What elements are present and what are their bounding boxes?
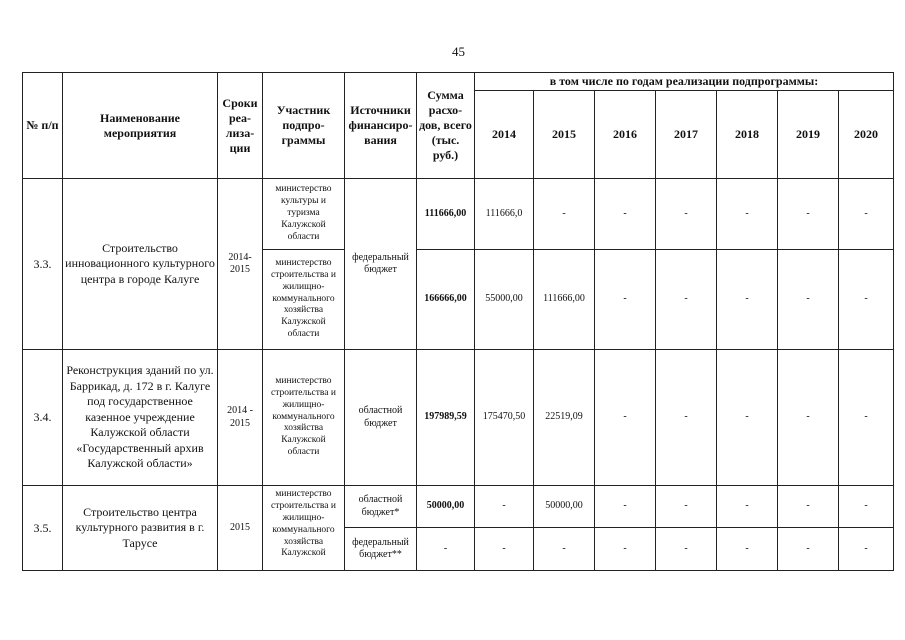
row-year-value: - — [595, 179, 656, 250]
row-period: 2014 - 2015 — [218, 350, 263, 486]
page-number: 45 — [452, 44, 465, 59]
row-year-value: - — [778, 179, 839, 250]
row-year-value: - — [717, 179, 778, 250]
row-participant: министерство строительства и жилищно- коммунального хозяйства Калужской области — [263, 350, 345, 486]
header-period: Сроки реа- лиза- ции — [218, 73, 263, 179]
row-name: Реконструкция зданий по ул. Баррикад, д. 172 в г. Калуге под государственное казенное учреждение Калужской области «Государственный архив Калужской области» — [63, 350, 218, 486]
row-year-value: - — [656, 528, 717, 571]
row-source: областной бюджет — [345, 350, 417, 486]
row-year-value: - — [595, 250, 656, 350]
header-year: 2014 — [475, 91, 534, 179]
row-participant: министерство строительства и жилищно- коммунального хозяйства Калужской — [263, 486, 345, 571]
row-year-value: 22519,09 — [534, 350, 595, 486]
row-year-value: - — [778, 250, 839, 350]
row-year-value: - — [839, 486, 894, 528]
header-num: № п/п — [23, 73, 63, 179]
header-source: Источники финансиро- вания — [345, 73, 417, 179]
row-year-value: - — [839, 528, 894, 571]
row-num: 3.3. — [23, 179, 63, 350]
row-year-value: - — [717, 486, 778, 528]
header-year: 2016 — [595, 91, 656, 179]
program-table — [22, 72, 894, 571]
row-year-value: - — [717, 528, 778, 571]
row-total: 197989,59 — [417, 350, 475, 486]
header-row — [23, 73, 894, 91]
row-year-value: - — [839, 179, 894, 250]
row-year-value: - — [656, 179, 717, 250]
row-total: - — [417, 528, 475, 571]
row-total: 50000,00 — [417, 486, 475, 528]
row-year-value: - — [534, 179, 595, 250]
row-num: 3.4. — [23, 350, 63, 486]
row-year-value: - — [595, 486, 656, 528]
row-year-value: 111666,0 — [475, 179, 534, 250]
table-row — [23, 350, 894, 486]
row-year-value: - — [656, 350, 717, 486]
row-year-value: - — [717, 350, 778, 486]
row-year-value: 55000,00 — [475, 250, 534, 350]
row-source: федеральный бюджет** — [345, 528, 417, 571]
header-years-group: в том числе по годам реализации подпрограммы: — [475, 73, 894, 91]
row-year-value: - — [778, 486, 839, 528]
row-year-value: - — [778, 350, 839, 486]
row-period: 2015 — [218, 486, 263, 571]
row-year-value: - — [656, 250, 717, 350]
row-participant: министерство культуры и туризма Калужской области — [263, 179, 345, 250]
row-year-value: - — [595, 528, 656, 571]
row-year-value: - — [839, 250, 894, 350]
row-year-value: 175470,50 — [475, 350, 534, 486]
row-source: областной бюджет* — [345, 486, 417, 528]
header-year: 2020 — [839, 91, 894, 179]
table-row — [23, 179, 894, 250]
header-name: Наименование мероприятия — [63, 73, 218, 179]
table-row — [23, 486, 894, 528]
row-year-value: 50000,00 — [534, 486, 595, 528]
row-year-value: - — [717, 250, 778, 350]
row-year-value: - — [778, 528, 839, 571]
row-source: федеральный бюджет — [345, 179, 417, 350]
row-year-value: - — [534, 528, 595, 571]
header-year: 2019 — [778, 91, 839, 179]
row-year-value: - — [595, 350, 656, 486]
row-num: 3.5. — [23, 486, 63, 571]
row-name: Строительство инновационного культурного центра в городе Калуге — [63, 179, 218, 350]
row-total: 166666,00 — [417, 250, 475, 350]
row-name: Строительство центра культурного развития в г. Тарусе — [63, 486, 218, 571]
header-year: 2018 — [717, 91, 778, 179]
row-year-value: - — [475, 528, 534, 571]
row-year-value: - — [475, 486, 534, 528]
header-year: 2015 — [534, 91, 595, 179]
header-sum: Сумма расхо- дов, всего (тыс. руб.) — [417, 73, 475, 179]
row-year-value: 111666,00 — [534, 250, 595, 350]
row-total: 111666,00 — [417, 179, 475, 250]
header-participant: Участник подпро- граммы — [263, 73, 345, 179]
row-year-value: - — [839, 350, 894, 486]
header-year: 2017 — [656, 91, 717, 179]
row-year-value: - — [656, 486, 717, 528]
row-period: 2014- 2015 — [218, 179, 263, 350]
row-participant: министерство строительства и жилищно- коммунального хозяйства Калужской области — [263, 250, 345, 350]
